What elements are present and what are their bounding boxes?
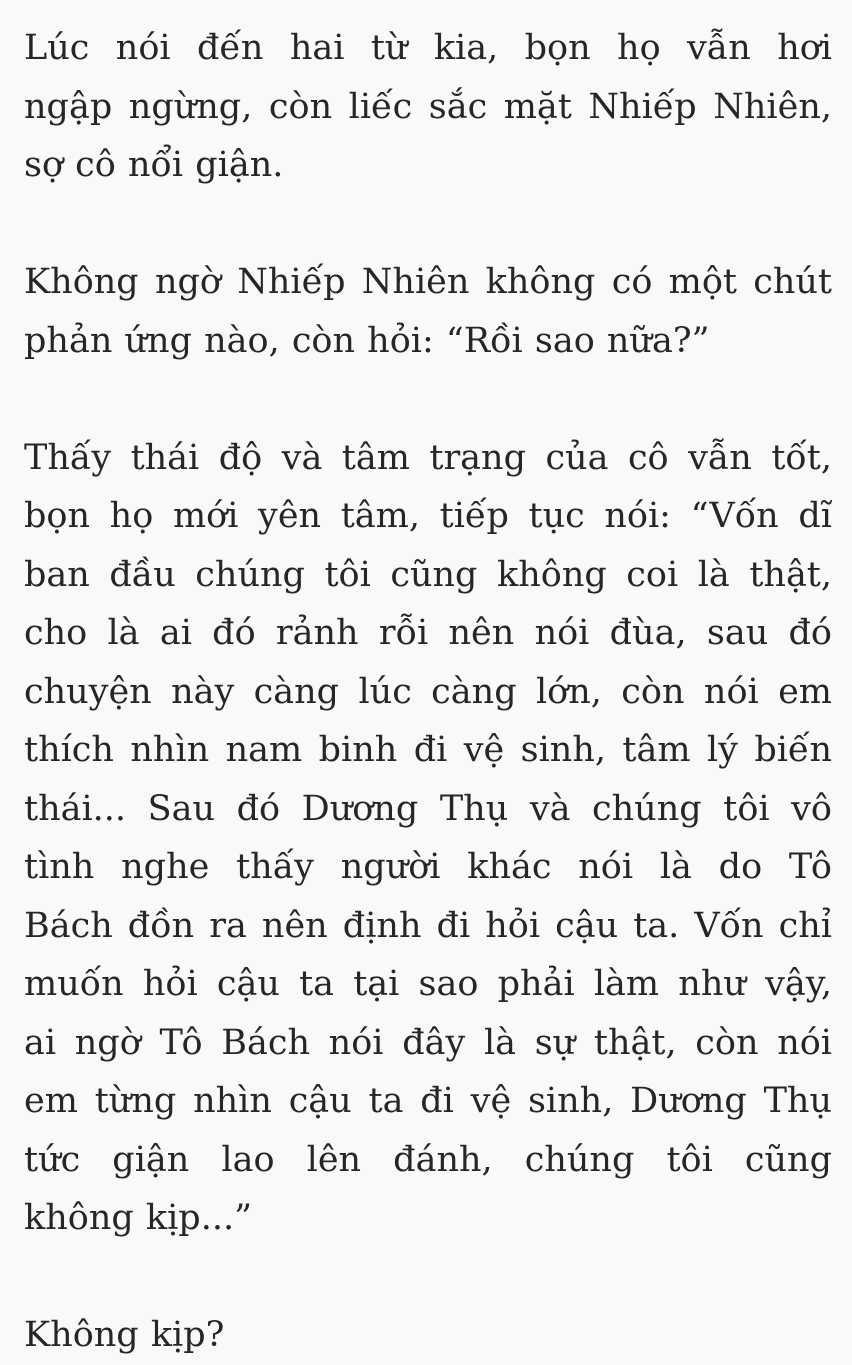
text-line: phản ứng nào, còn hỏi: “Rồi sao nữa?” <box>24 320 710 361</box>
paragraph <box>24 429 832 1248</box>
text-line: Thấy thái độ và tâm trạng của cô vẫn tốt, <box>24 437 832 478</box>
text-line: Không kịp? <box>24 1315 225 1355</box>
text-line: tức giận lao lên đánh, chúng tôi cũng <box>24 1139 832 1180</box>
text-line: em từng nhìn cậu ta đi vệ sinh, Dương Thụ <box>24 1081 832 1121</box>
text-line: tình nghe thấy người khác nói là do Tô <box>24 847 832 887</box>
text-line: ban đầu chúng tôi cũng không coi là thật, <box>24 554 832 595</box>
text-line: ai ngờ Tô Bách nói đây là sự thật, còn nói <box>24 1022 832 1063</box>
text-line: sợ cô nổi giận. <box>24 145 284 185</box>
text-line: Lúc nói đến hai từ kia, bọn họ vẫn hơi <box>24 28 832 68</box>
text-line: Không ngờ Nhiếp Nhiên không có một chút <box>24 262 832 302</box>
reader-content <box>24 19 832 1365</box>
paragraph <box>24 253 832 370</box>
text-line: cho là ai đó rảnh rỗi nên nói đùa, sau đó <box>24 613 832 653</box>
text-line: ngập ngừng, còn liếc sắc mặt Nhiếp Nhiên, <box>24 86 832 127</box>
paragraph <box>24 1306 832 1365</box>
text-line: thái... Sau đó Dương Thụ và chúng tôi vô <box>24 788 832 829</box>
text-line: muốn hỏi cậu ta tại sao phải làm như vậy, <box>24 964 832 1004</box>
text-line: bọn họ mới yên tâm, tiếp tục nói: “Vốn dĩ <box>24 496 832 536</box>
text-line: chuyện này càng lúc càng lớn, còn nói em <box>24 671 832 712</box>
text-line: thích nhìn nam binh đi vệ sinh, tâm lý biến <box>24 730 832 770</box>
text-line: Bách đồn ra nên định đi hỏi cậu ta. Vốn chỉ <box>24 905 832 946</box>
text-line: không kịp...” <box>24 1198 252 1238</box>
paragraph <box>24 19 832 195</box>
